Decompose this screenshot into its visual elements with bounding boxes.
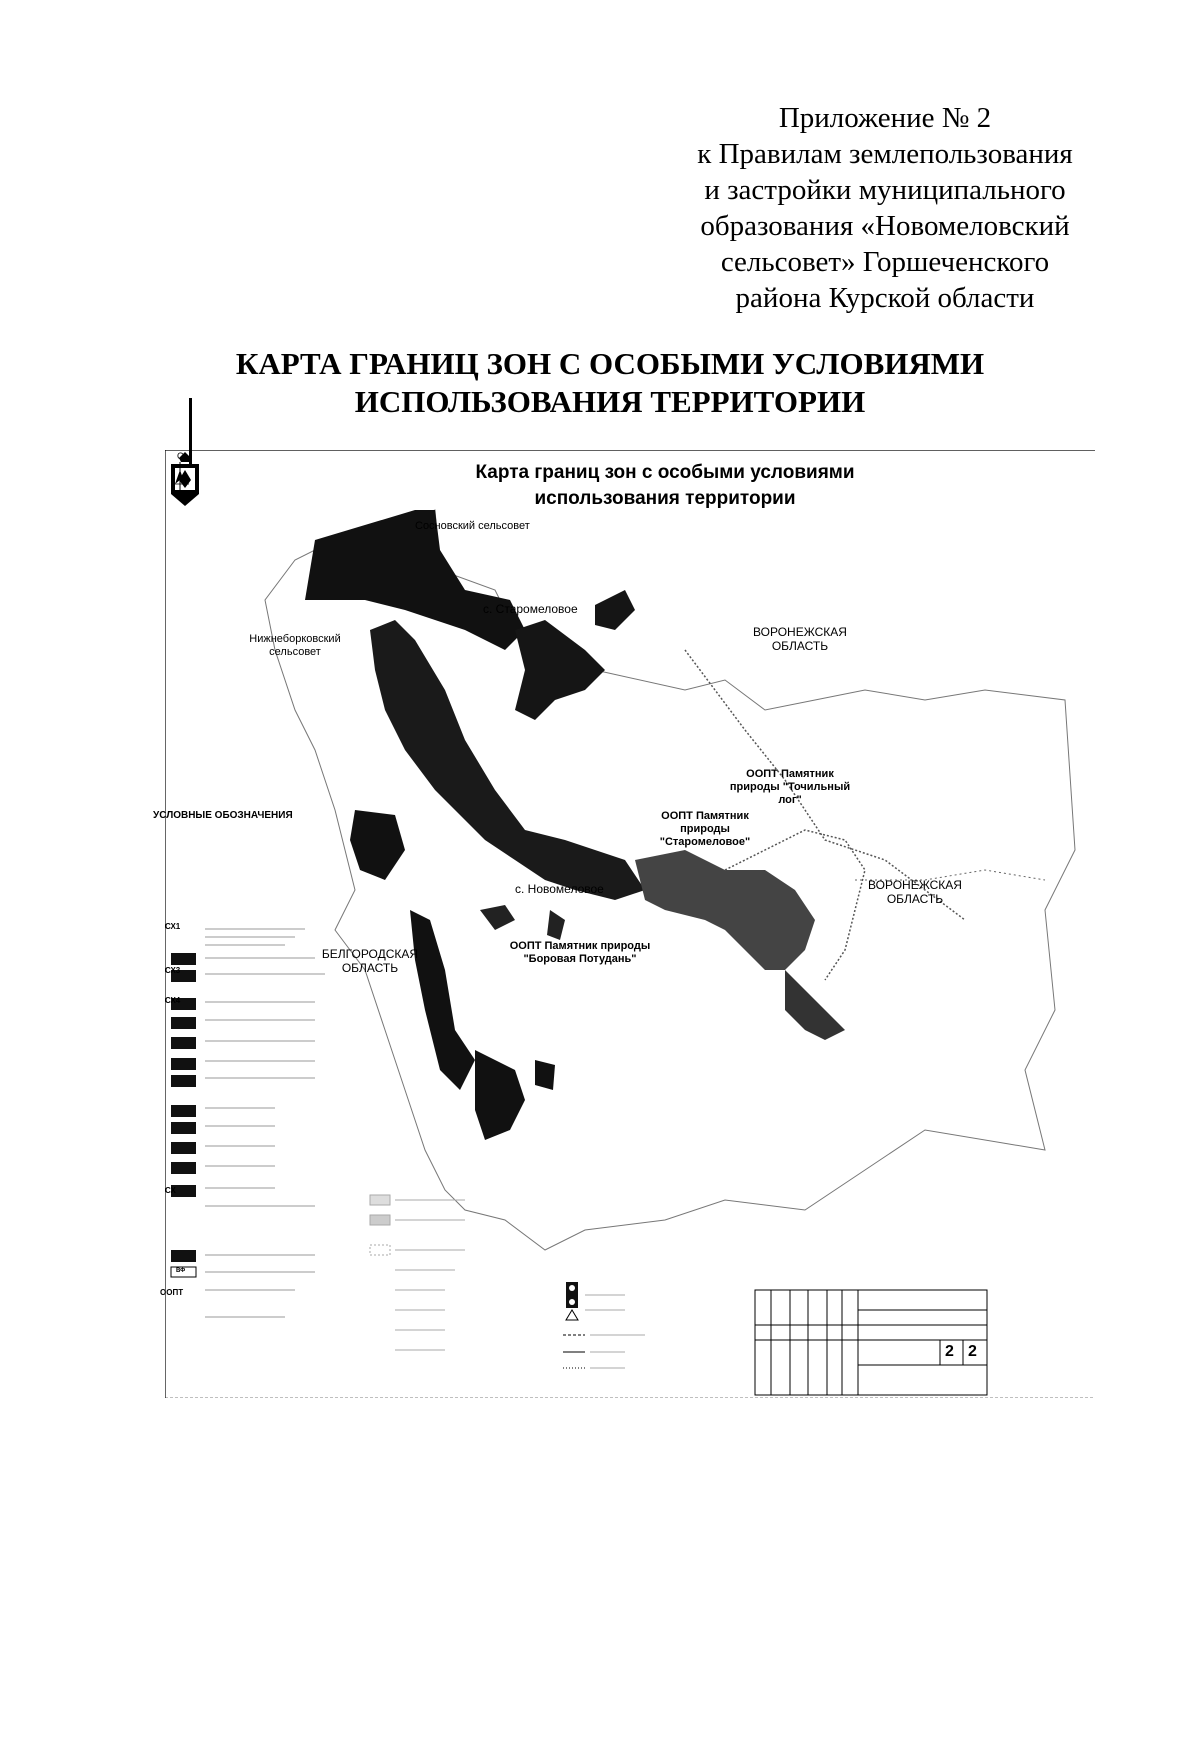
- dark-zone: [595, 590, 635, 630]
- dark-zone: [370, 620, 645, 900]
- appendix-line: и застройки муниципального: [704, 174, 1066, 206]
- label-voronezh-north: ВОРОНЕЖСКАЯ ОБЛАСТЬ: [753, 625, 847, 653]
- map-graphic: [165, 450, 1095, 1398]
- svg-text:С: С: [177, 451, 184, 461]
- dark-zone: [480, 905, 515, 930]
- legend-code: ВФ: [176, 1268, 186, 1274]
- dark-zone: [547, 910, 565, 940]
- legend-code: СХ: [165, 1186, 176, 1195]
- legend-code: СХ3: [165, 966, 181, 975]
- dark-zone: [350, 810, 405, 880]
- map-sheet: [153, 450, 1095, 1398]
- stamp-sheet-number: 2: [945, 1343, 954, 1360]
- map-title-line: Карта границ зон с особыми условиями: [475, 462, 855, 483]
- legend-code: ООПТ: [160, 1288, 184, 1297]
- map-title-line: использования территории: [534, 488, 796, 509]
- document-title-line: ИСПОЛЬЗОВАНИЯ ТЕРРИТОРИИ: [354, 384, 866, 419]
- north-arrow-icon: [165, 450, 195, 500]
- river-zone: [635, 850, 815, 970]
- label-oopt-borovaya: ООПТ Памятник природы "Боровая Потудань": [509, 940, 651, 965]
- document-title-line: КАРТА ГРАНИЦ ЗОН С ОСОБЫМИ УСЛОВИЯМИ: [235, 346, 985, 381]
- appendix-line: образования «Новомеловский: [700, 210, 1070, 242]
- river-zone: [785, 970, 845, 1040]
- label-belgorod: БЕЛГОРОДСКАЯ ОБЛАСТЬ: [321, 947, 419, 975]
- dark-zone: [475, 1050, 525, 1140]
- dark-zone: [515, 620, 605, 720]
- legend-title: УСЛОВНЫЕ ОБОЗНАЧЕНИЯ: [153, 810, 293, 821]
- appendix-note: [650, 100, 1120, 316]
- appendix-line: к Правилам землепользования: [697, 138, 1073, 170]
- dark-zone: [410, 910, 475, 1090]
- legend-code: СХ4: [165, 996, 181, 1005]
- legend-code: СХ1: [165, 922, 181, 931]
- label-oopt-staromelovoe: ООПТ Памятник природы "Старомеловое": [659, 810, 751, 848]
- label-staromelovoe: с. Старомеловое: [483, 602, 578, 616]
- label-novomelovoe: с. Новомеловое: [515, 882, 604, 896]
- label-voronezh-east: ВОРОНЕЖСКАЯ ОБЛАСТЬ: [868, 878, 962, 906]
- appendix-line: Приложение № 2: [778, 102, 992, 134]
- appendix-line: сельсовет» Горшеченского: [720, 246, 1050, 278]
- label-nizhneborkovsky: Нижнеборковский сельсовет: [249, 633, 341, 658]
- label-sosnovsky: Сосновский сельсовет: [415, 520, 530, 532]
- appendix-line: района Курской области: [735, 282, 1035, 314]
- map-title: [365, 460, 965, 512]
- document-title: [160, 345, 1060, 421]
- stamp-sheet-count: 2: [968, 1343, 977, 1360]
- dark-zone: [535, 1060, 555, 1090]
- label-oopt-tochilny: ООПТ Памятник природы "Точильный лог": [729, 768, 851, 806]
